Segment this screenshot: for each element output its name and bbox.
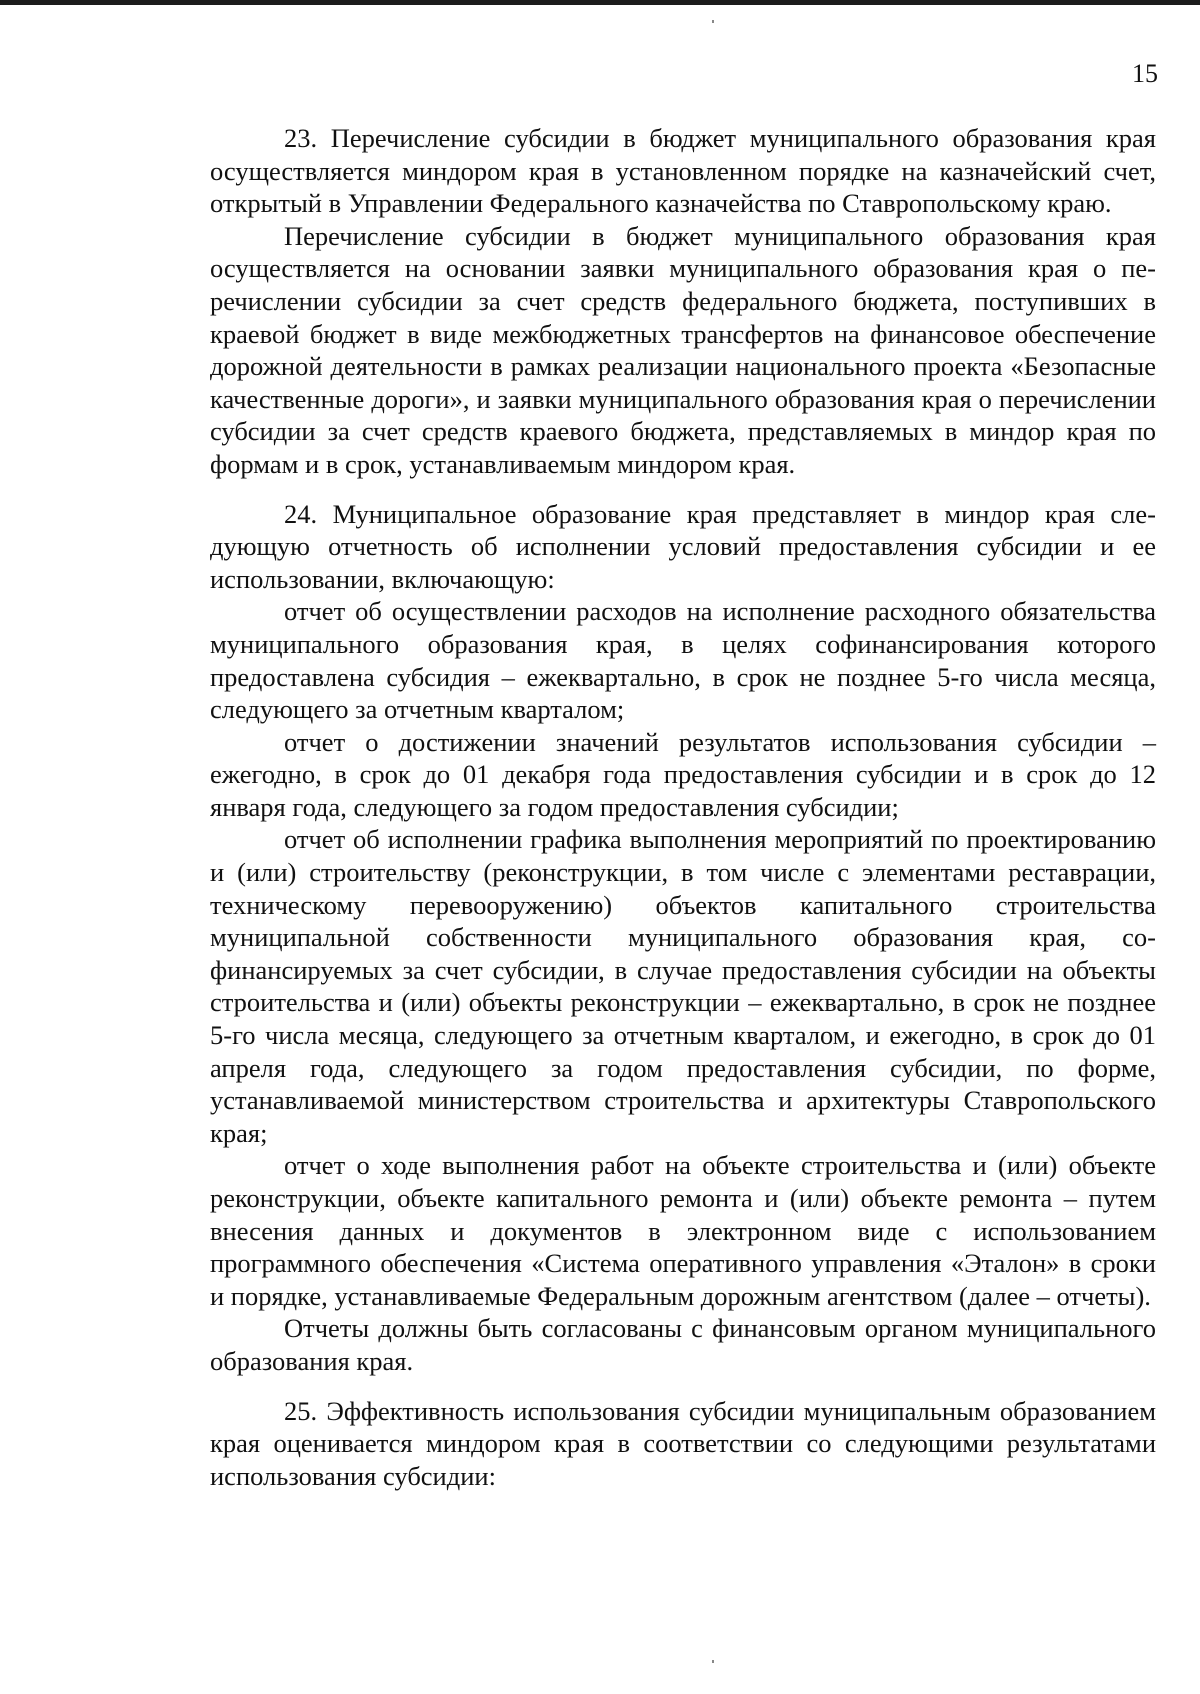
top-border-line bbox=[0, 0, 1200, 5]
paragraph-report-expenses: отчет об осуществлении расходов на исполнение расходного обязательства муниципального образования края, в целях софинансирования которого предоставлена субсидия – ежеквартально, в срок не позднее 5-го числа месяца, следующего за отчетным кварталом; bbox=[210, 596, 1156, 725]
scan-speck bbox=[712, 1660, 714, 1663]
paragraph-23: 23. Перечисление субсидии в бюджет муниципального образования края осуществляется миндором края в установленном порядке на казначейский счет, открытый в Управлении Федерального казначейства по Ставропольскому краю. bbox=[210, 123, 1156, 219]
scan-speck bbox=[712, 20, 714, 23]
paragraph-24: 24. Муниципальное образование края представляет в миндор края следующую отчетность об исполнении условий предоставления субсидии и ее использовании, включающую: bbox=[210, 498, 1156, 594]
paragraph-25: 25. Эффективность использования субсидии муниципальным образованием края оценивается миндором края в соответствии со следующими результатами использования субсидии: bbox=[210, 1395, 1156, 1491]
paragraph-report-schedule: отчет об исполнении графика выполнения мероприятий по проектированию и (или) строительству (реконструкции, в том числе с элементами реставрации, техническому перевооружению) объектов капитального строительства муниципальной собственности муниципального образования края, софинансируемых за счет субсидии, в случае предоставления субсидии на объекты строительства и (или) объекты реконструкции – ежеквартально, в срок не позднее 5-го числа месяца, следующего за отчетным кварталом, и ежегодно, в срок до 01 апреля года, следующего за годом предоставления субсидии, по форме, устанавливаемой министерством строительства и архитектуры Ставропольского края; bbox=[210, 824, 1156, 1148]
page-number: 15 bbox=[1132, 59, 1158, 88]
paragraph-report-progress: отчет о ходе выполнения работ на объекте строительства и (или) объекте реконструкции, объекте капитального ремонта и (или) объекте ремонта – путем внесения данных и документов в электронном виде с использованием программного обеспечения «Система оперативного управления «Эталон» в сроки и порядке, устанавливаемые Федеральным дорожным агентством (далее – отчеты). bbox=[210, 1150, 1156, 1311]
paragraph-report-results: отчет о достижении значений результатов использования субсидии – ежегодно, в срок до 01 декабря года предоставления субсидии и в срок до 12 января года, следующего за годом предоставления субсидии; bbox=[210, 726, 1156, 822]
document-body bbox=[210, 122, 1156, 1492]
paragraph-reports-approval: Отчеты должны быть согласованы с финансовым органом муниципального образования края. bbox=[210, 1313, 1156, 1376]
paragraph-transfer-basis: Перечисление субсидии в бюджет муниципального образования края осуществляется на основании заявки муниципального образования края о перечислении субсидии за счет средств федерального бюджета, поступивших в краевой бюджет в виде межбюджетных трансфертов на финансовое обеспечение дорожной деятельности в рамках реализации национального проекта «Безопасные качественные дороги», и заявки муниципального образования края о перечислении субсидии за счет средств краевого бюджета, представляемых в миндор края по формам и в срок, устанавливаемым миндором края. bbox=[210, 220, 1156, 479]
